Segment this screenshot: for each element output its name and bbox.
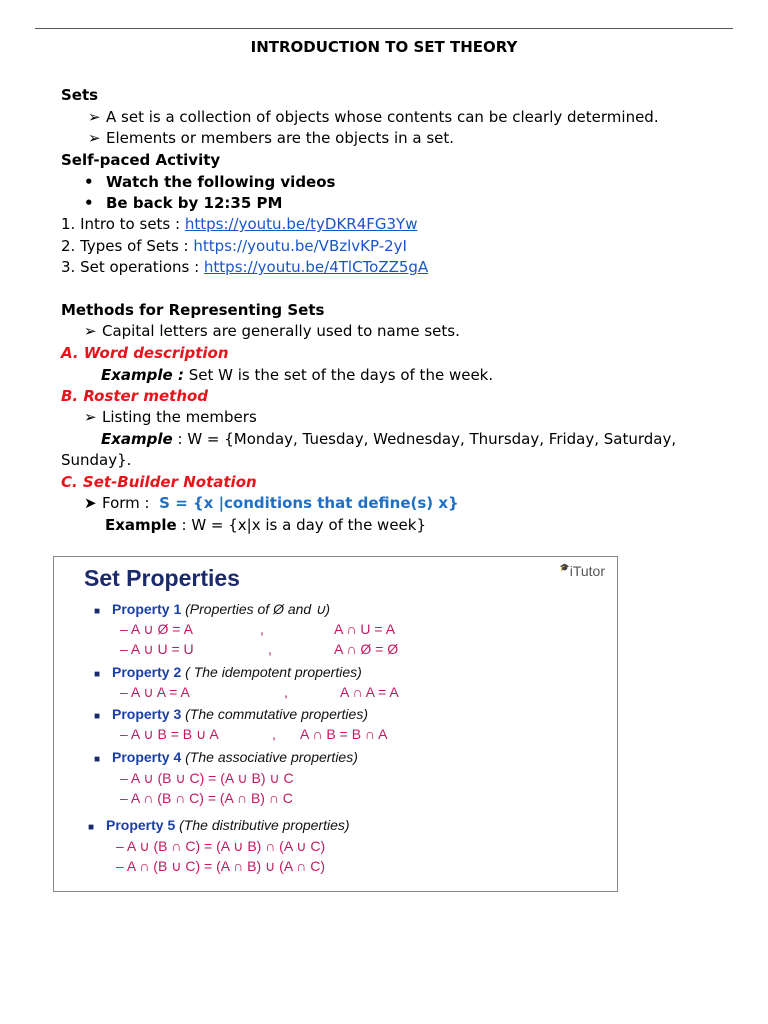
formula: – A ∪ Ø = A xyxy=(120,621,193,637)
methods-heading: Methods for Representing Sets xyxy=(61,301,325,319)
arrow-bullet-icon: ➤ xyxy=(84,494,97,512)
graduation-cap-icon: 🎓 xyxy=(559,563,570,572)
list-item: ➢ Listing the members xyxy=(84,408,257,426)
formula-sep: , xyxy=(272,726,276,742)
word-example: Example : Set W is the set of the days of the week. xyxy=(101,366,494,384)
formula: A ∩ Ø = Ø xyxy=(334,641,399,657)
builder-example: Example : W = {x|x is a day of the week} xyxy=(105,516,427,534)
formula: – A ∪ A = A xyxy=(120,684,190,700)
formula: – A ∪ (B ∩ C) = (A ∪ B) ∩ (A ∪ C) xyxy=(116,838,326,854)
set-builder-heading: C. Set-Builder Notation xyxy=(61,473,257,491)
formula-sep: , xyxy=(284,684,288,700)
list-item: • Be back by 12:35 PM xyxy=(84,194,283,212)
bullet-icon: • xyxy=(84,173,94,191)
formula: A ∩ A = A xyxy=(340,684,399,700)
list-item: ➢ Elements or members are the objects in a set. xyxy=(88,129,455,147)
sets-heading: Sets xyxy=(61,86,99,104)
formula: A ∩ B = B ∩ A xyxy=(300,726,388,742)
video-item: 1. Intro to sets : https://youtu.be/tyDKR4FG3Yw xyxy=(61,215,418,233)
property-heading: ■ Property 1 (Properties of Ø and ∪) xyxy=(94,601,331,617)
arrow-bullet-icon: ➢ xyxy=(84,408,97,426)
video-link[interactable]: https://youtu.be/4TlCToZZ5gA xyxy=(203,258,429,276)
video-item: 2. Types of Sets : https://youtu.be/VBzlvKP-2yI xyxy=(61,237,407,255)
list-item: ➢ Capital letters are generally used to name sets. xyxy=(84,322,460,340)
activity-heading: Self-paced Activity xyxy=(61,151,221,169)
formula-sep: , xyxy=(260,621,264,637)
set-properties-figure xyxy=(53,556,618,892)
roster-example-cont: Sunday}. xyxy=(61,451,132,469)
arrow-bullet-icon: ➢ xyxy=(88,108,101,126)
page-title: INTRODUCTION TO SET THEORY xyxy=(250,38,518,56)
arrow-bullet-icon: ➢ xyxy=(88,129,101,147)
formula: A ∩ U = A xyxy=(334,621,396,637)
property-heading: ■ Property 2 ( The idempotent properties) xyxy=(94,664,362,680)
property-heading: ■ Property 3 (The commutative properties) xyxy=(94,706,368,722)
itutor-logo: 🎓iTutor xyxy=(559,563,605,579)
video-link[interactable]: https://youtu.be/VBzlvKP-2yI xyxy=(193,237,407,255)
word-description-heading: A. Word description xyxy=(61,344,229,362)
property-heading: ■ Property 5 (The distributive properties) xyxy=(88,817,350,833)
list-item: ➢ A set is a collection of objects whose contents can be clearly determined. xyxy=(88,108,659,126)
formula: – A ∪ (B ∪ C) = (A ∪ B) ∪ C xyxy=(120,770,294,786)
arrow-bullet-icon: ➢ xyxy=(84,322,97,340)
form-line: ➤ Form : S = {x |conditions that define(s) x} xyxy=(84,494,459,512)
property-heading: ■ Property 4 (The associative properties) xyxy=(94,749,358,765)
top-rule xyxy=(35,28,733,29)
roster-heading: B. Roster method xyxy=(61,387,209,405)
bullet-icon: • xyxy=(84,194,94,212)
formula: – A ∪ U = U xyxy=(120,641,194,657)
formula: – A ∩ (B ∪ C) = (A ∩ B) ∪ (A ∩ C) xyxy=(116,858,326,874)
formula: – A ∪ B = B ∪ A xyxy=(120,726,219,742)
video-item: 3. Set operations : https://youtu.be/4TlCToZZ5gA xyxy=(61,258,429,276)
list-item: • Watch the following videos xyxy=(84,173,336,191)
formula: – A ∩ (B ∩ C) = (A ∩ B) ∩ C xyxy=(120,790,293,806)
figure-title: Set Properties xyxy=(84,565,240,591)
formula-sep: , xyxy=(268,641,272,657)
roster-example: Example : W = {Monday, Tuesday, Wednesday, Thursday, Friday, Saturday, xyxy=(101,430,677,448)
video-link[interactable]: https://youtu.be/tyDKR4FG3Yw xyxy=(184,215,418,233)
